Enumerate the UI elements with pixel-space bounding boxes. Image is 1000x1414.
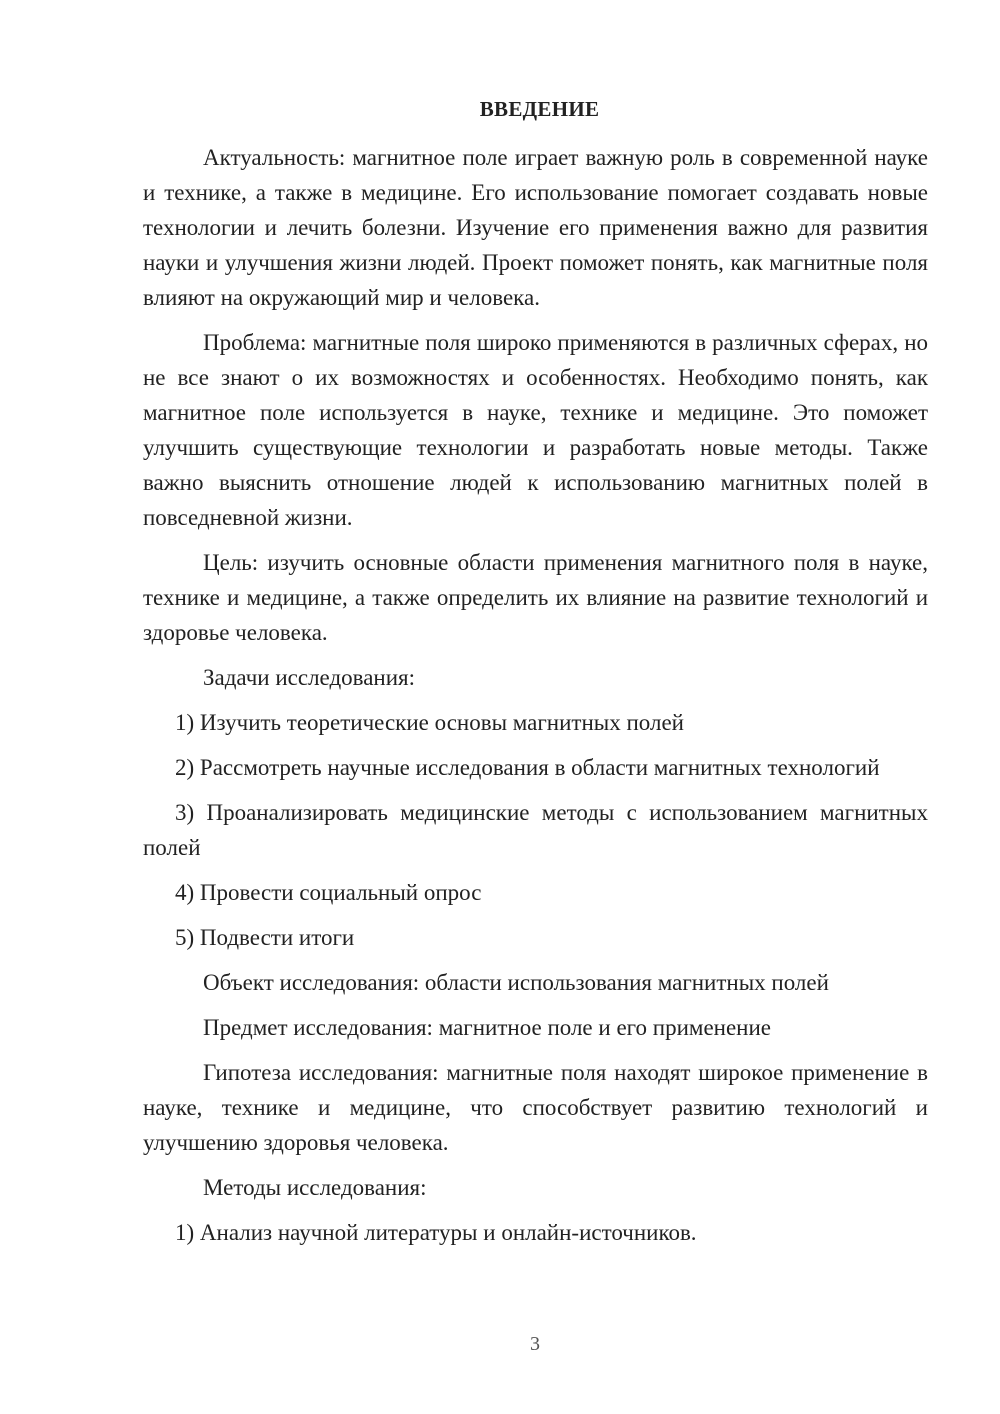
page-title: ВВЕДЕНИЕ — [479, 97, 600, 121]
research-subject: Предмет исследования: магнитное поле и его применение — [203, 1015, 771, 1040]
problem-paragraph: Проблема: магнитные поля широко применяются в различных сферах, но не все знают о их возможностях и особенностях. Необходимо понять, как магнитное поле используется в науке, технике и медицине. Это поможет улучшить существующие технологии и разработать новые методы. Также важно выяснить отношение людей к использованию магнитных полей в повседневной жизни. — [143, 330, 928, 530]
task-item: 5) Подвести итоги — [175, 925, 355, 950]
task-item: 2) Рассмотреть научные исследования в области магнитных технологий — [175, 755, 880, 780]
relevance-paragraph: Актуальность: магнитное поле играет важную роль в современной науке и технике, а также в медицине. Его использование помогает создавать новые технологии и лечить болезни. Изучение его применения важно для развития науки и улучшения жизни людей. Проект поможет понять, как магнитные поля влияют на окружающий мир и человека. — [143, 145, 928, 310]
page-content — [143, 94, 928, 1260]
task-item: 3) Проанализировать медицинские методы с использованием магнитных полей — [143, 800, 928, 860]
methods-heading: Методы исследования: — [203, 1175, 427, 1200]
hypothesis-paragraph: Гипотеза исследования: магнитные поля находят широкое применение в науке, технике и медицине, что способствует развитию технологий и улучшению здоровья человека. — [143, 1060, 928, 1155]
method-item: 1) Анализ научной литературы и онлайн-источников. — [175, 1220, 697, 1245]
task-item: 1) Изучить теоретические основы магнитных полей — [175, 710, 684, 735]
page-number: 3 — [530, 1333, 540, 1355]
task-item: 4) Провести социальный опрос — [175, 880, 482, 905]
goal-paragraph: Цель: изучить основные области применения магнитного поля в науке, технике и медицине, а также определить их влияние на развитие технологий и здоровье человека. — [143, 550, 928, 645]
tasks-heading: Задачи исследования: — [203, 665, 416, 690]
research-object: Объект исследования: области использования магнитных полей — [203, 970, 829, 995]
